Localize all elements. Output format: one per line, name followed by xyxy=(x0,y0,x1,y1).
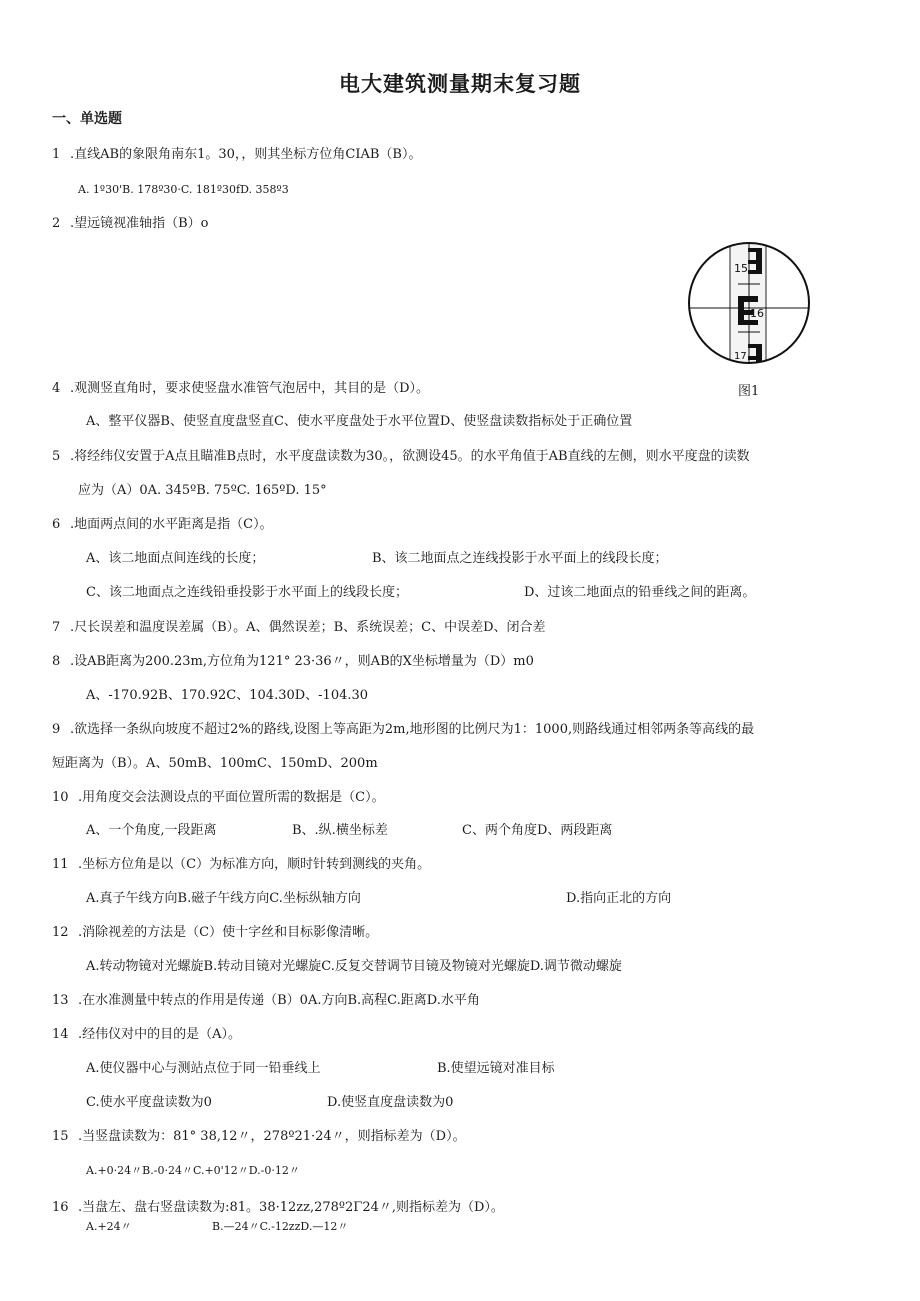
question-text: .望远镜视准轴指（B）o xyxy=(70,216,209,231)
question-text: .直线AB的象限角南东1。30，，则其坐标方位角CIAB（B）。 xyxy=(70,147,422,162)
question-text: .经伟仪对中的目的是（A）。 xyxy=(78,1027,242,1042)
option-c: C.使水平度盘读数为0 xyxy=(86,1095,212,1110)
question-number: 14 xyxy=(52,1027,69,1042)
option-cd: C、两个角度D、两段距离 xyxy=(462,823,613,838)
question-number: 4 xyxy=(52,381,61,396)
question-5 xyxy=(52,448,750,466)
question-4 xyxy=(52,380,429,398)
question-number: 15 xyxy=(52,1129,69,1144)
option-d: D、过该二地面点的铅垂线之间的距离。 xyxy=(524,585,756,600)
question-11 xyxy=(52,856,430,874)
staff-tick-label: 15 xyxy=(734,262,748,275)
question-7 xyxy=(52,619,546,637)
question-number: 9 xyxy=(52,722,61,737)
question-number: 13 xyxy=(52,993,69,1008)
question-13 xyxy=(52,992,480,1010)
answer-options: A.转动物镜对光螺旋B.转动目镜对光螺旋C.反复交替调节目镜及物镜对光螺旋D.调节微动螺旋 xyxy=(86,959,622,974)
option-b: B、该二地面点之连线投影于水平面上的线段长度； xyxy=(372,551,668,566)
question-number: 1 xyxy=(52,147,61,162)
question-number: 8 xyxy=(52,654,61,669)
option-c: C、该二地面点之连线铅垂投影于水平面上的线段长度； xyxy=(86,585,408,600)
question-16 xyxy=(52,1199,504,1217)
figure-caption: 图1 xyxy=(738,384,760,399)
question-12 xyxy=(52,924,378,942)
question-1 xyxy=(52,146,421,164)
question-8 xyxy=(52,653,534,671)
question-15 xyxy=(52,1128,466,1146)
option-a: A、一个角度,一段距离 xyxy=(86,823,217,838)
question-continuation: 应为（A）0A. 345ºB. 75ºC. 165ºD. 15° xyxy=(78,483,327,498)
question-6 xyxy=(52,516,273,534)
question-14 xyxy=(52,1026,241,1044)
question-number: 5 xyxy=(52,449,61,464)
question-text: .欲选择一条纵向坡度不超过2%的路线,设图上等高距为2m,地形图的比例尺为1：1000,则路线通过相邻两条等高线的最 xyxy=(70,722,755,737)
question-text: .尺长误差和温度误差属（B）。A、偶然误差；B、系统误差；C、中误差D、闭合差 xyxy=(70,620,546,635)
answer-options: A. 1º30'B. 178º30·C. 181º30fD. 358º3 xyxy=(78,183,289,196)
option-a: A.使仪器中心与测站点位于同一铅垂线上 xyxy=(86,1061,321,1076)
option-a: A、该二地面点间连线的长度； xyxy=(86,551,265,566)
section-heading: 一、单选题 xyxy=(52,111,122,127)
question-text: .当盘左、盘右竖盘读数为:81。38·12zz,278º2Γ24〃,则指标差为（D）。 xyxy=(78,1200,504,1215)
question-number: 6 xyxy=(52,517,61,532)
question-2 xyxy=(52,215,209,233)
answer-options: A、整平仪器B、使竖直度盘竖直C、使水平度盘处于水平位置D、使竖盘读数指标处于正确位置 xyxy=(86,414,633,429)
page-title: 电大建筑测量期末复习题 xyxy=(339,72,581,96)
option-b: B.使望远镜对准目标 xyxy=(437,1061,555,1076)
answer-options: A、-170.92B、170.92C、104.30D、-104.30 xyxy=(86,688,369,703)
option-a: A.+24〃 xyxy=(86,1220,132,1233)
question-10 xyxy=(52,789,385,807)
question-number: 16 xyxy=(52,1200,69,1215)
option-abc: A.真子午线方向B.磁子午线方向C.坐标纵轴方向 xyxy=(86,891,361,906)
option-b: B、.纵.横坐标差 xyxy=(292,823,388,838)
question-text: .用角度交会法测设点的平面位置所需的数据是（C）。 xyxy=(78,790,385,805)
staff-tick-label: 17 xyxy=(734,351,747,362)
question-number: 12 xyxy=(52,925,69,940)
question-number: 2 xyxy=(52,216,61,231)
question-text: .设AB距离为200.23m,方位角为121° 23·36〃，则AB的X坐标增量为（D）m0 xyxy=(70,654,534,669)
option-d: D.使竖直度盘读数为0 xyxy=(327,1095,454,1110)
question-text: .地面两点间的水平距离是指（C）。 xyxy=(70,517,273,532)
answer-options: A.+0·24〃B.-0·24〃C.+0'12〃D.-0·12〃 xyxy=(86,1164,300,1177)
question-text: .在水准测量中转点的作用是传递（B）0A.方向B.高程C.距离D.水平角 xyxy=(78,993,480,1008)
question-text: .当竖盘读数为：81° 38,12〃，278º21·24〃，则指标差为（D）。 xyxy=(78,1129,466,1144)
question-number: 11 xyxy=(52,857,69,872)
option-bcd: B.—24〃C.-12zzD.—12〃 xyxy=(212,1220,349,1233)
question-text: .观测竖直角时，要求使竖盘水准管气泡居中，其目的是（D）。 xyxy=(70,381,430,396)
question-text: .消除视差的方法是（C）使十字丝和目标影像清晰。 xyxy=(78,925,379,940)
staff-tick-label: 16 xyxy=(750,307,764,320)
question-number: 7 xyxy=(52,620,61,635)
question-continuation: 短距离为（B）。A、50mB、100mC、150mD、200m xyxy=(52,756,378,771)
question-text: .坐标方位角是以（C）为标准方向，顺时针转到测线的夹角。 xyxy=(78,857,431,872)
question-9 xyxy=(52,721,754,739)
figure-1-reticle xyxy=(686,240,812,366)
option-d: D.指向正北的方向 xyxy=(566,891,672,906)
question-text: .将经纬仪安置于A点且瞄准B点时，水平度盘读数为30。，欲测设45。的水平角值于AB直线的左侧，则水平度盘的读数 xyxy=(70,449,750,464)
question-number: 10 xyxy=(52,790,69,805)
